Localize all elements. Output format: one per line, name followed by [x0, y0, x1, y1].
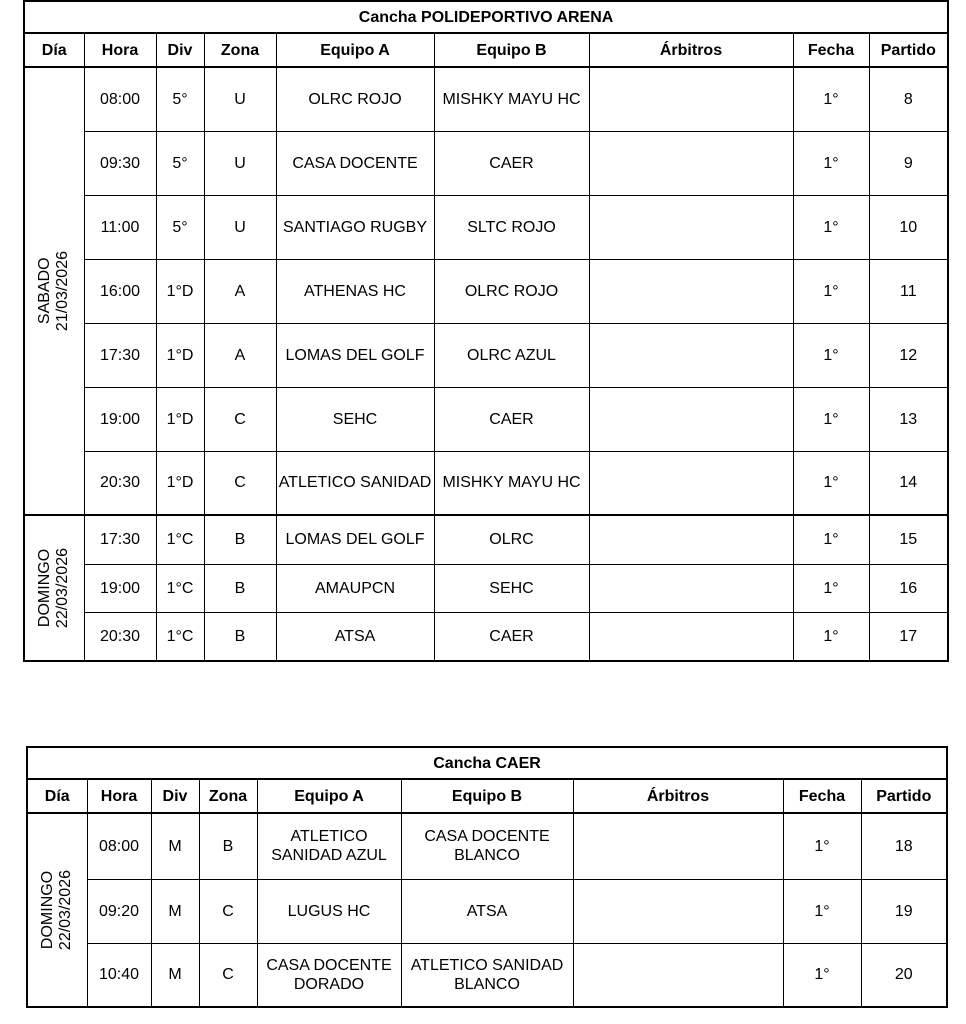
header-dia: Día: [24, 33, 84, 67]
cell-hora: 20:30: [84, 451, 156, 515]
cell-div: 5°: [156, 67, 204, 131]
cell-equipo-b: SLTC ROJO: [434, 195, 589, 259]
cell-partido: 19: [861, 879, 947, 943]
cell-equipo-a: CASA DOCENTE: [276, 131, 434, 195]
cell-arbitros: [589, 323, 793, 387]
cell-fecha: 1°: [793, 323, 869, 387]
day-label: [25, 548, 84, 628]
day-cell: [27, 813, 87, 1007]
table-row: [24, 67, 948, 131]
cell-equipo-a: OLRC ROJO: [276, 67, 434, 131]
cell-equipo-a: LUGUS HC: [257, 879, 401, 943]
day-name: DOMINGO: [39, 870, 57, 950]
cell-hora: 20:30: [84, 612, 156, 661]
table-title: Cancha CAER: [27, 747, 947, 779]
table-row: [24, 195, 948, 259]
cell-zona: U: [204, 67, 276, 131]
cell-zona: B: [199, 813, 257, 879]
cell-div: M: [151, 813, 199, 879]
day-date: 22/03/2026: [57, 869, 75, 951]
cell-div: 1°D: [156, 323, 204, 387]
cell-fecha: 1°: [793, 451, 869, 515]
cell-zona: C: [204, 451, 276, 515]
cell-equipo-b: OLRC ROJO: [434, 259, 589, 323]
cell-equipo-b: MISHKY MAYU HC: [434, 67, 589, 131]
cell-zona: A: [204, 323, 276, 387]
cell-equipo-b: OLRC AZUL: [434, 323, 589, 387]
cell-fecha: 1°: [793, 131, 869, 195]
cell-hora: 19:00: [84, 564, 156, 612]
cell-fecha: 1°: [793, 195, 869, 259]
table-row: [24, 515, 948, 564]
cell-arbitros: [589, 612, 793, 661]
table-row: [24, 451, 948, 515]
cell-equipo-a: AMAUPCN: [276, 564, 434, 612]
cell-partido: 18: [861, 813, 947, 879]
header-div: Div: [151, 779, 199, 813]
cell-equipo-a: ATLETICO SANIDAD AZUL: [257, 813, 401, 879]
cell-arbitros: [589, 131, 793, 195]
cell-equipo-b: CAER: [434, 131, 589, 195]
cell-equipo-b: CASA DOCENTE BLANCO: [401, 813, 573, 879]
cell-div: M: [151, 879, 199, 943]
cell-hora: 08:00: [84, 67, 156, 131]
cell-fecha: 1°: [783, 813, 861, 879]
header-equipo-b: Equipo B: [401, 779, 573, 813]
cell-zona: C: [199, 943, 257, 1007]
day-date: 22/03/2026: [54, 547, 72, 629]
table-row: [27, 879, 947, 943]
cell-arbitros: [589, 387, 793, 451]
cell-hora: 08:00: [87, 813, 151, 879]
cell-div: 5°: [156, 131, 204, 195]
cell-hora: 11:00: [84, 195, 156, 259]
schedule-table-polideportivo: [23, 0, 949, 662]
cell-div: 1°C: [156, 515, 204, 564]
cell-zona: U: [204, 131, 276, 195]
header-row: [27, 779, 947, 813]
day-cell: [24, 67, 84, 515]
cell-zona: C: [199, 879, 257, 943]
cell-zona: B: [204, 612, 276, 661]
day-name: SABADO: [36, 257, 54, 325]
cell-div: 5°: [156, 195, 204, 259]
cell-fecha: 1°: [793, 612, 869, 661]
header-equipo-a: Equipo A: [257, 779, 401, 813]
cell-arbitros: [589, 564, 793, 612]
day-label: [25, 251, 84, 331]
day-date: 21/03/2026: [54, 250, 72, 332]
header-fecha: Fecha: [783, 779, 861, 813]
cell-hora: 09:30: [84, 131, 156, 195]
day-cell: [24, 515, 84, 661]
cell-equipo-a: LOMAS DEL GOLF: [276, 323, 434, 387]
cell-equipo-b: ATLETICO SANIDAD BLANCO: [401, 943, 573, 1007]
cell-equipo-a: CASA DOCENTE DORADO: [257, 943, 401, 1007]
cell-div: 1°D: [156, 259, 204, 323]
cell-partido: 13: [869, 387, 948, 451]
table-row: [24, 131, 948, 195]
header-zona: Zona: [204, 33, 276, 67]
cell-partido: 16: [869, 564, 948, 612]
cell-zona: B: [204, 564, 276, 612]
cell-equipo-b: CAER: [434, 387, 589, 451]
cell-zona: C: [204, 387, 276, 451]
header-hora: Hora: [84, 33, 156, 67]
cell-equipo-b: ATSA: [401, 879, 573, 943]
header-div: Div: [156, 33, 204, 67]
table-row: [24, 387, 948, 451]
cell-equipo-a: SANTIAGO RUGBY: [276, 195, 434, 259]
table-row: [24, 259, 948, 323]
cell-fecha: 1°: [783, 943, 861, 1007]
cell-div: 1°C: [156, 612, 204, 661]
header-dia: Día: [27, 779, 87, 813]
cell-zona: U: [204, 195, 276, 259]
table-row: [24, 612, 948, 661]
cell-zona: B: [204, 515, 276, 564]
cell-partido: 9: [869, 131, 948, 195]
cell-equipo-a: ATHENAS HC: [276, 259, 434, 323]
cell-arbitros: [573, 943, 783, 1007]
cell-hora: 16:00: [84, 259, 156, 323]
header-arbitros: Árbitros: [573, 779, 783, 813]
cell-arbitros: [589, 515, 793, 564]
day-label: [28, 870, 87, 950]
cell-arbitros: [589, 259, 793, 323]
cell-hora: 10:40: [87, 943, 151, 1007]
header-zona: Zona: [199, 779, 257, 813]
cell-equipo-b: OLRC: [434, 515, 589, 564]
cell-partido: 12: [869, 323, 948, 387]
header-partido: Partido: [861, 779, 947, 813]
cell-hora: 09:20: [87, 879, 151, 943]
cell-partido: 15: [869, 515, 948, 564]
cell-equipo-a: ATLETICO SANIDAD: [276, 451, 434, 515]
cell-arbitros: [573, 879, 783, 943]
day-name: DOMINGO: [36, 548, 54, 628]
cell-equipo-b: SEHC: [434, 564, 589, 612]
header-equipo-a: Equipo A: [276, 33, 434, 67]
cell-partido: 11: [869, 259, 948, 323]
header-partido: Partido: [869, 33, 948, 67]
cell-partido: 8: [869, 67, 948, 131]
schedule-table-caer: [26, 746, 948, 1008]
cell-fecha: 1°: [783, 879, 861, 943]
cell-arbitros: [589, 451, 793, 515]
cell-hora: 17:30: [84, 515, 156, 564]
header-row: [24, 33, 948, 67]
cell-div: 1°D: [156, 451, 204, 515]
header-equipo-b: Equipo B: [434, 33, 589, 67]
cell-fecha: 1°: [793, 67, 869, 131]
cell-arbitros: [589, 67, 793, 131]
cell-fecha: 1°: [793, 515, 869, 564]
cell-equipo-a: ATSA: [276, 612, 434, 661]
cell-equipo-b: MISHKY MAYU HC: [434, 451, 589, 515]
cell-arbitros: [589, 195, 793, 259]
cell-fecha: 1°: [793, 564, 869, 612]
cell-partido: 14: [869, 451, 948, 515]
header-hora: Hora: [87, 779, 151, 813]
cell-div: 1°C: [156, 564, 204, 612]
cell-equipo-a: LOMAS DEL GOLF: [276, 515, 434, 564]
cell-partido: 10: [869, 195, 948, 259]
cell-fecha: 1°: [793, 259, 869, 323]
cell-hora: 19:00: [84, 387, 156, 451]
cell-hora: 17:30: [84, 323, 156, 387]
cell-partido: 20: [861, 943, 947, 1007]
table-row: [27, 943, 947, 1007]
cell-equipo-b: CAER: [434, 612, 589, 661]
header-fecha: Fecha: [793, 33, 869, 67]
cell-arbitros: [573, 813, 783, 879]
cell-fecha: 1°: [793, 387, 869, 451]
cell-equipo-a: SEHC: [276, 387, 434, 451]
table-row: [24, 564, 948, 612]
table-row: [24, 323, 948, 387]
cell-div: 1°D: [156, 387, 204, 451]
table-row: [27, 813, 947, 879]
header-arbitros: Árbitros: [589, 33, 793, 67]
cell-div: M: [151, 943, 199, 1007]
table-title: Cancha POLIDEPORTIVO ARENA: [24, 1, 948, 33]
cell-partido: 17: [869, 612, 948, 661]
cell-zona: A: [204, 259, 276, 323]
